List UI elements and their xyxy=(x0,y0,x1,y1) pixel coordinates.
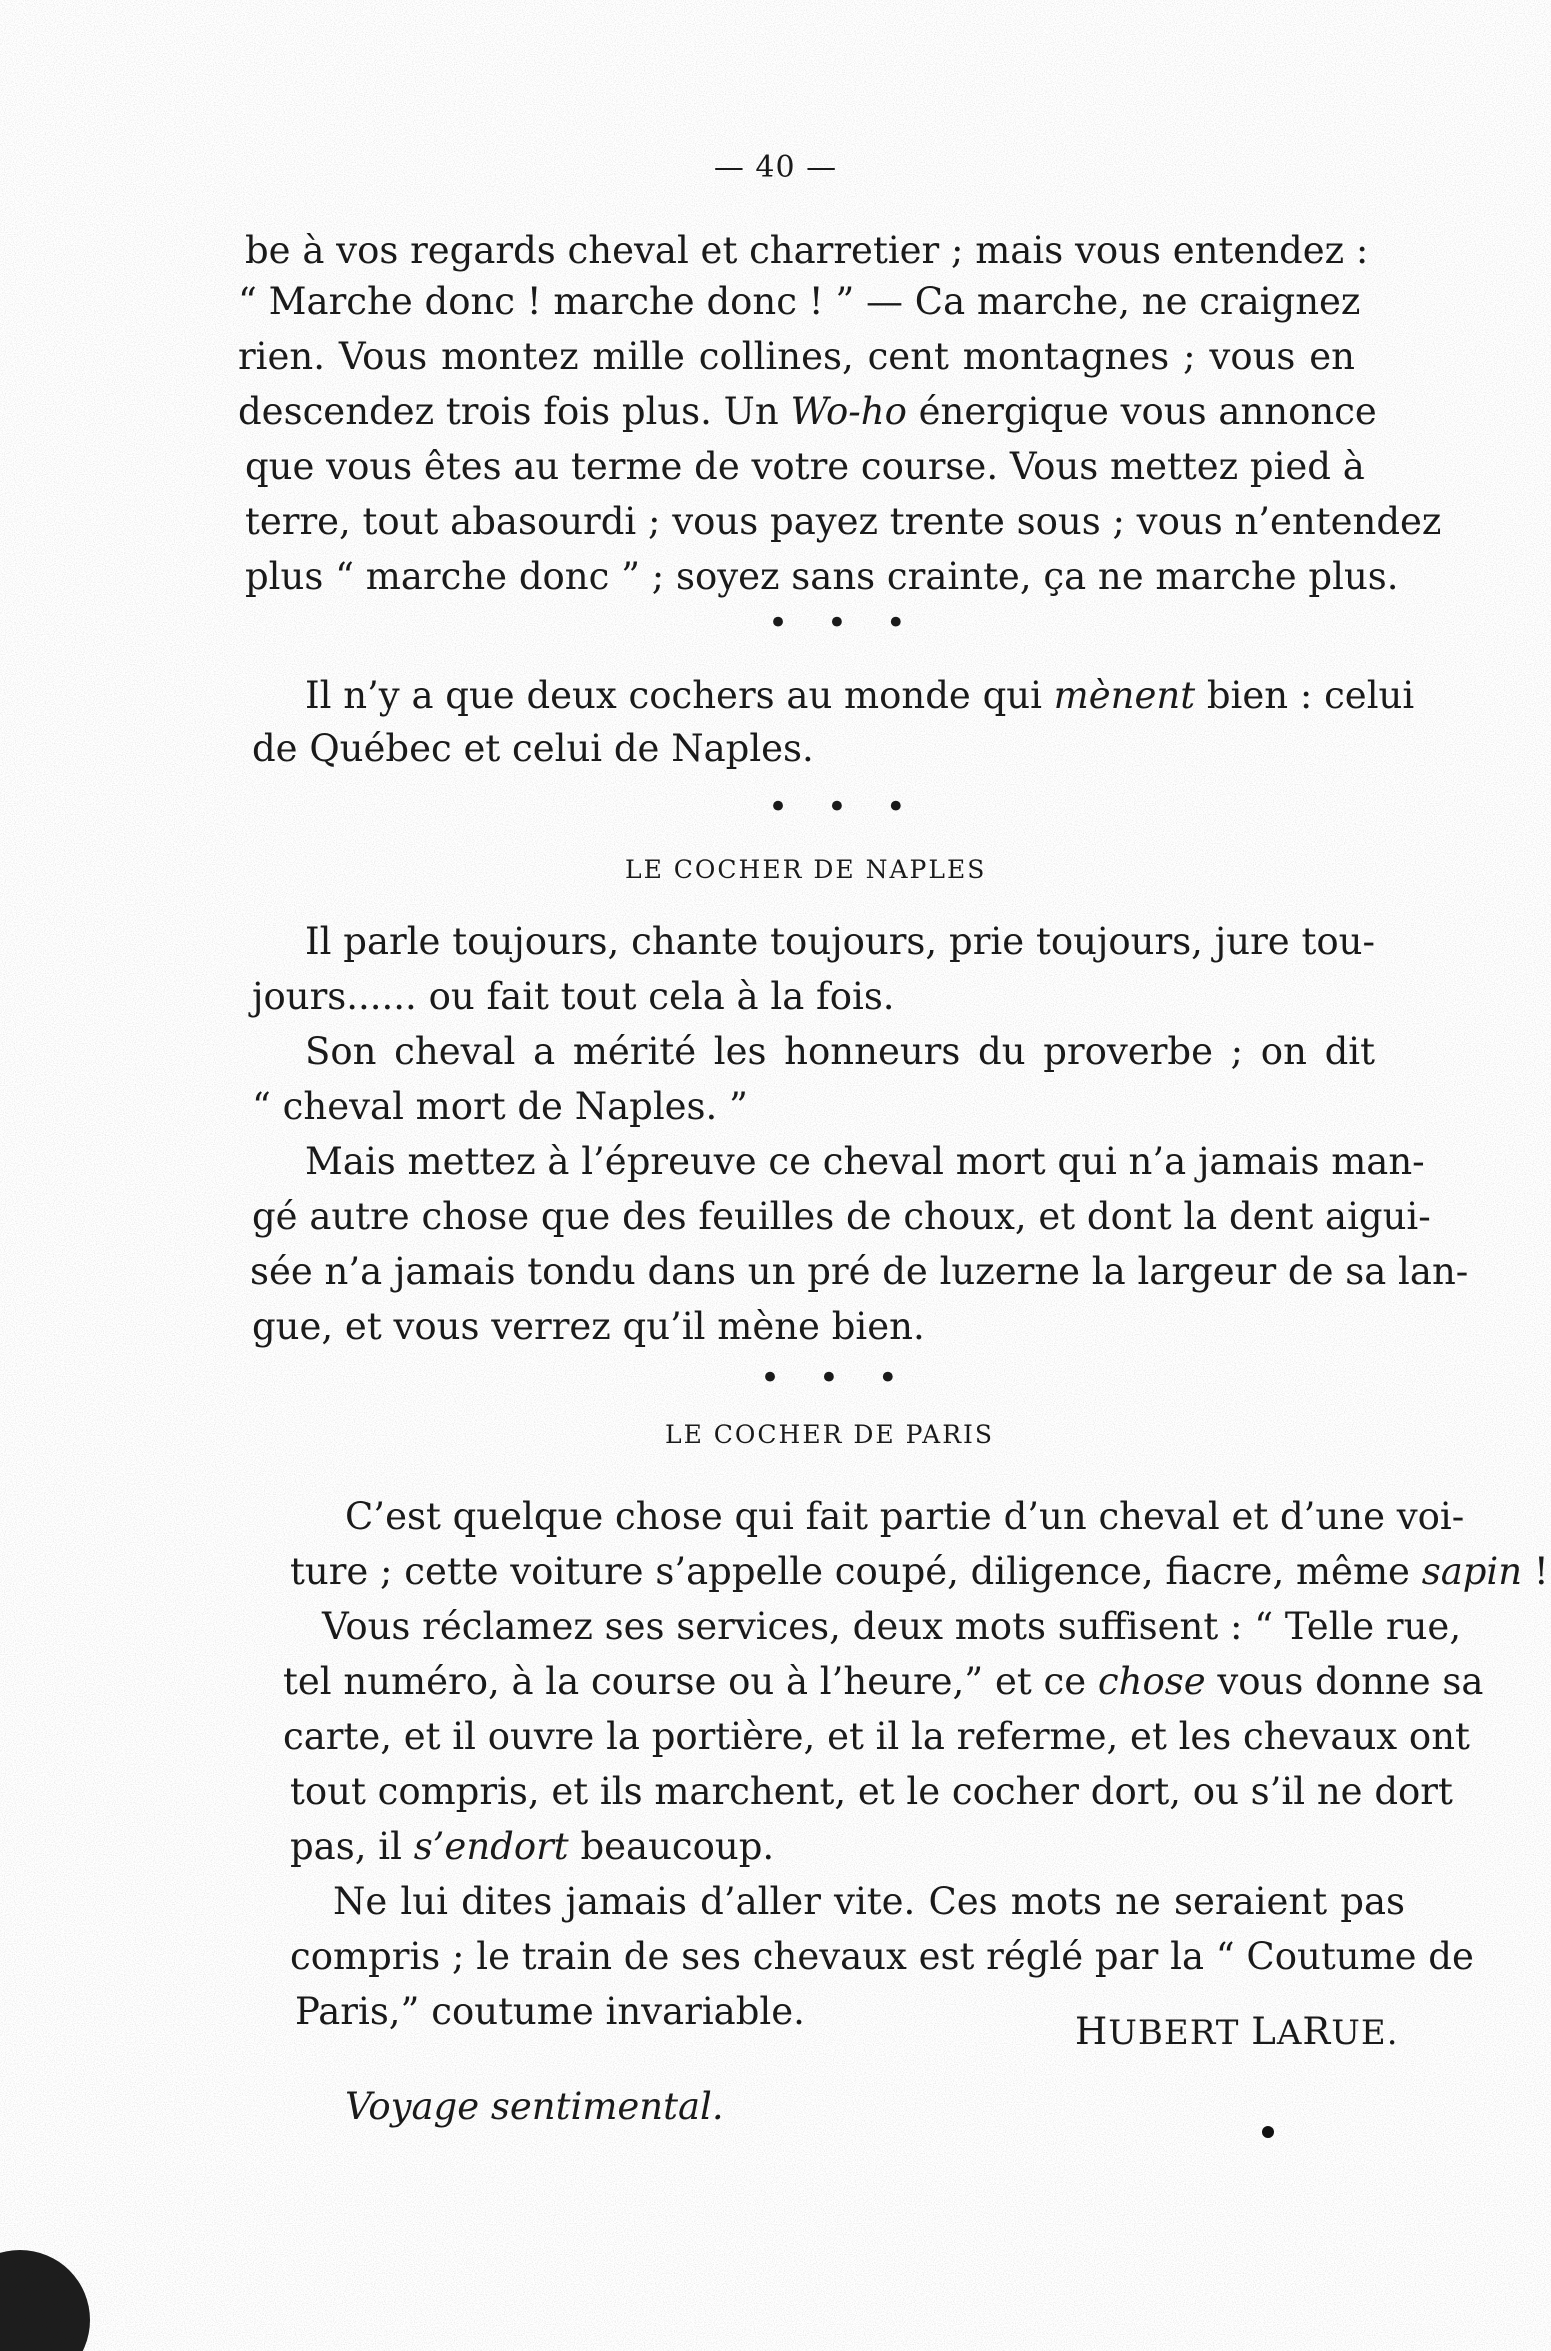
text-run: Vous réclamez ses services, deux mots suffisent : “ Telle rue, xyxy=(322,1605,1462,1648)
naples-line xyxy=(305,1030,1375,1073)
text-run: be à vos regards cheval et charretier ; mais vous entendez : xyxy=(245,229,1369,272)
text-run: Mais mettez à l’épreuve ce cheval mort qui n’a jamais man- xyxy=(305,1140,1425,1183)
text-run: plus “ marche donc ” ; soyez sans crainte, ça ne marche plus. xyxy=(245,555,1399,598)
p1-line xyxy=(238,335,1355,378)
p1-line xyxy=(245,500,1442,543)
italic-text: Wo-ho xyxy=(790,390,907,433)
paris-line xyxy=(290,1770,1453,1813)
text-run: gé autre chose que des feuilles de choux, et dont la dent aigui- xyxy=(252,1195,1431,1238)
paris-line xyxy=(290,1550,1549,1593)
paris-line xyxy=(333,1880,1405,1923)
naples-line xyxy=(305,920,1375,963)
p1-line xyxy=(245,229,1369,272)
text-run: gue, et vous verrez qu’il mène bien. xyxy=(252,1305,925,1348)
text-run: Ne lui dites jamais d’aller vite. Ces mots ne seraient pas xyxy=(333,1880,1405,1923)
text-run: énergique vous annonce xyxy=(906,390,1377,433)
text-run: descendez trois fois plus. Un xyxy=(238,390,791,433)
page-number: — 40 — xyxy=(713,150,838,185)
text-run: Il parle toujours, chante toujours, prie toujours, jure tou- xyxy=(305,920,1375,963)
paris-line xyxy=(345,1495,1465,1538)
text-run: “ cheval mort de Naples. ” xyxy=(252,1085,748,1128)
text-run: Paris,” coutume invariable. xyxy=(295,1990,805,2033)
separator-1: • • • xyxy=(768,603,920,643)
italic-text: s’endort xyxy=(413,1825,569,1868)
naples-line xyxy=(252,1085,748,1128)
naples-line xyxy=(250,1250,1469,1293)
naples-line xyxy=(252,975,895,1018)
paris-line xyxy=(322,1605,1462,1648)
text-run: C’est quelque chose qui fait partie d’un cheval et d’une voi- xyxy=(345,1495,1465,1538)
separator-3: • • • xyxy=(760,1358,912,1398)
heading-naples: LE COCHER DE NAPLES xyxy=(625,855,987,884)
text-run: vous donne sa xyxy=(1205,1660,1484,1703)
paris-line xyxy=(295,1990,805,2033)
text-run: carte, et il ouvre la portière, et il la referme, et les chevaux ont xyxy=(283,1715,1470,1758)
italic-text: chose xyxy=(1097,1660,1206,1703)
paris-line xyxy=(283,1660,1484,1703)
text-run: “ Marche donc ! marche donc ! ” — Ca marche, ne craignez xyxy=(238,280,1361,323)
naples-line xyxy=(252,1305,925,1348)
naples-line xyxy=(305,1140,1425,1183)
naples-line xyxy=(252,1195,1431,1238)
heading-paris: LE COCHER DE PARIS xyxy=(665,1420,995,1449)
text-run: beaucoup. xyxy=(568,1825,775,1868)
italic-text: sapin xyxy=(1421,1550,1523,1593)
text-run: de Québec et celui de Naples. xyxy=(252,727,814,770)
text-run: pas, il xyxy=(290,1825,414,1868)
p2-line xyxy=(305,674,1415,717)
p2-line xyxy=(252,727,814,770)
p1-line xyxy=(245,555,1399,598)
italic-text: mènent xyxy=(1053,674,1196,717)
text-run: compris ; le train de ses chevaux est réglé par la “ Coutume de xyxy=(290,1935,1474,1978)
paris-line xyxy=(290,1825,775,1868)
p1-line xyxy=(238,390,1377,433)
text-run: Il n’y a que deux cochers au monde qui xyxy=(305,674,1054,717)
p1-line xyxy=(238,280,1361,323)
text-run: ture ; cette voiture s’appelle coupé, diligence, fiacre, même xyxy=(290,1550,1422,1593)
text-run: ! xyxy=(1522,1550,1549,1593)
text-run: sée n’a jamais tondu dans un pré de luzerne la largeur de sa lan- xyxy=(250,1250,1469,1293)
paris-line xyxy=(283,1715,1470,1758)
text-run: tout compris, et ils marchent, et le cocher dort, ou s’il ne dort xyxy=(290,1770,1453,1813)
text-run: bien : celui xyxy=(1195,674,1415,717)
text-run: Son cheval a mérité les honneurs du proverbe ; on dit xyxy=(305,1030,1375,1073)
text-run: que vous êtes au terme de votre course. Vous mettez pied à xyxy=(245,445,1365,488)
paris-line xyxy=(290,1935,1474,1978)
text-run: jours...... ou fait tout cela à la fois. xyxy=(252,975,895,1018)
author-signature: HUBERT LARUE. xyxy=(1075,2010,1399,2053)
text-run: rien. Vous montez mille collines, cent montagnes ; vous en xyxy=(238,335,1355,378)
separator-2: • • • xyxy=(768,787,920,827)
text-run: tel numéro, à la course ou à l’heure,” et ce xyxy=(283,1660,1098,1703)
p1-line xyxy=(245,445,1365,488)
text-run: terre, tout abasourdi ; vous payez trente sous ; vous n’entendez xyxy=(245,500,1442,543)
source-title: Voyage sentimental. xyxy=(345,2085,724,2128)
